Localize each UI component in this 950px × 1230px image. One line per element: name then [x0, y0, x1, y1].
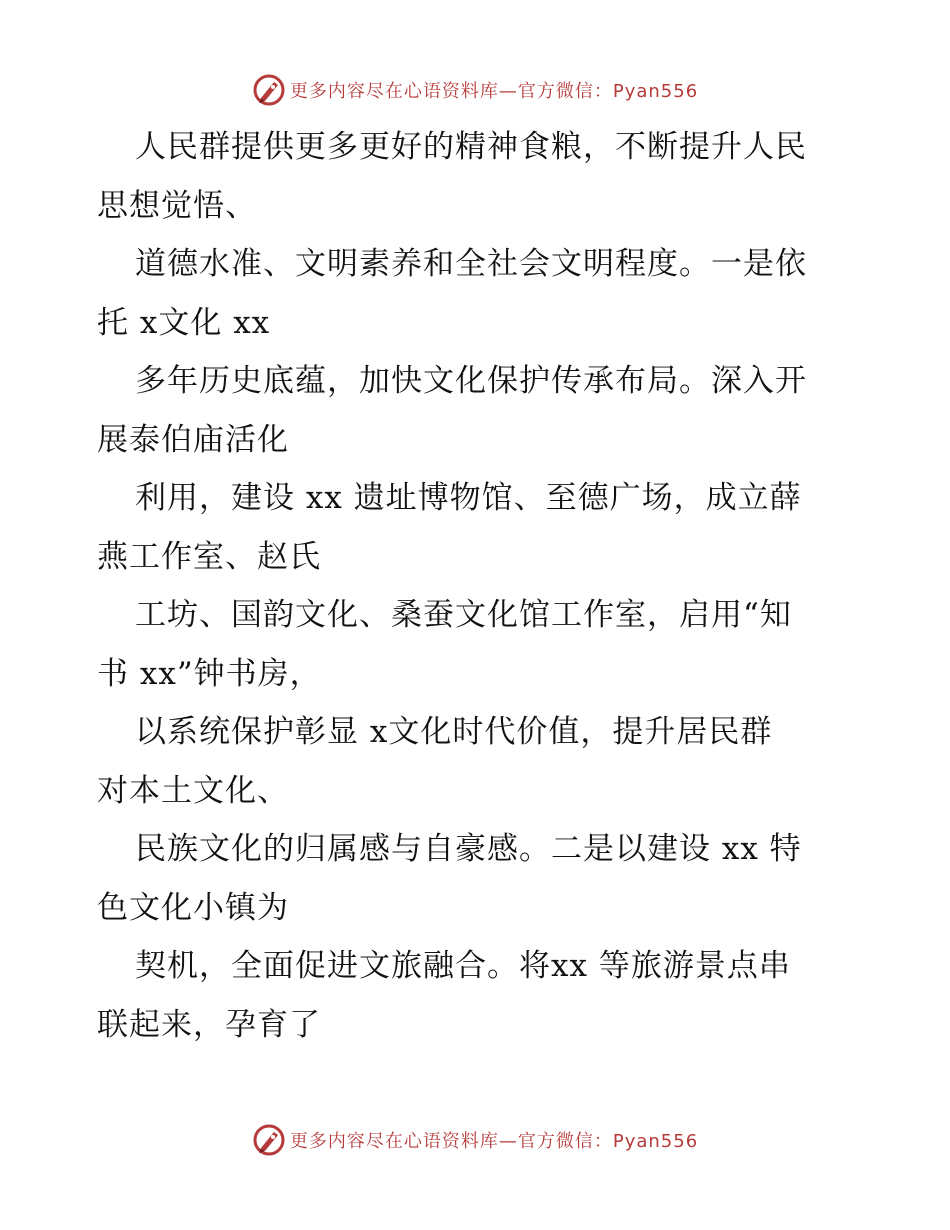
- header-banner-text: 更多内容尽在心语资料库—官方微信：Pyan556: [289, 81, 699, 102]
- paragraph-line: 思想觉悟、: [97, 187, 257, 224]
- paragraph: [97, 118, 857, 235]
- paragraph-line: 人民群提供更多更好的精神食粮，不断提升人民: [135, 129, 807, 165]
- paragraph-line: 燕工作室、赵氏: [97, 538, 321, 575]
- pen-circle-logo-icon: [252, 1123, 286, 1157]
- document-body: [97, 118, 857, 1054]
- header-banner: [0, 70, 950, 110]
- paragraph-line: 利用，建设 xx 遗址博物馆、至德广场，成立薛: [135, 480, 802, 516]
- paragraph-line: 多年历史底蕴，加快文化保护传承布局。深入开: [135, 363, 807, 399]
- paragraph-line: 以系统保护彰显 x文化时代价值，提升居民群: [135, 714, 773, 750]
- paragraph: [97, 586, 857, 703]
- paragraph-line: 道德水准、文明素养和全社会文明程度。一是依: [135, 246, 807, 282]
- paragraph-line: 色文化小镇为: [97, 889, 289, 926]
- pen-circle-logo-icon: [252, 73, 286, 107]
- footer-banner: [0, 1120, 950, 1160]
- paragraph-line: 书 xx”钟书房，: [97, 655, 322, 692]
- paragraph-line: 联起来，孕育了: [97, 1006, 321, 1043]
- paragraph: [97, 703, 857, 820]
- paragraph: [97, 235, 857, 352]
- paragraph-line: 对本土文化、: [97, 772, 289, 809]
- paragraph-line: 托 x文化 xx: [97, 304, 271, 341]
- paragraph-line: 契机，全面促进文旅融合。将xx 等旅游景点串: [135, 948, 791, 984]
- paragraph: [97, 937, 857, 1054]
- paragraph: [97, 820, 857, 937]
- paragraph-line: 展泰伯庙活化: [97, 421, 289, 458]
- footer-banner-text: 更多内容尽在心语资料库—官方微信：Pyan556: [289, 1131, 699, 1152]
- paragraph: [97, 469, 857, 586]
- paragraph-line: 民族文化的归属感与自豪感。二是以建设 xx 特: [135, 831, 802, 867]
- paragraph-line: 工坊、国韵文化、桑蚕文化馆工作室，启用“知: [135, 597, 792, 633]
- paragraph: [97, 352, 857, 469]
